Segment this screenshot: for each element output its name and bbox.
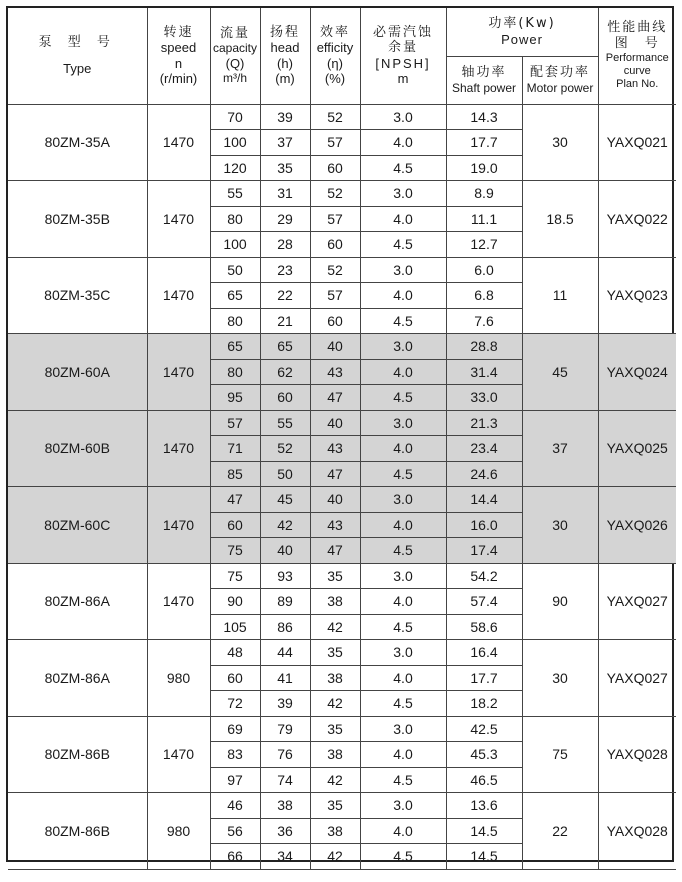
efficiency-cell: 52 — [310, 181, 360, 207]
motor-power-cell: 45 — [522, 334, 598, 411]
pump-type-cell: 80ZM-86A — [8, 563, 147, 640]
pump-type-cell: 80ZM-86A — [8, 640, 147, 717]
head-cell: 35 — [260, 155, 310, 181]
capacity-cell: 80 — [210, 359, 260, 385]
table-body — [8, 104, 676, 869]
curve-plan-cell: YAXQ023 — [598, 257, 676, 334]
shaft-power-cell: 17.7 — [446, 130, 522, 156]
capacity-cell: 60 — [210, 512, 260, 538]
shaft-power-cell: 14.5 — [446, 844, 522, 870]
shaft-power-cell: 12.7 — [446, 232, 522, 258]
motor-power-cell: 37 — [522, 410, 598, 487]
motor-power-cell: 30 — [522, 640, 598, 717]
npsh-cell: 4.5 — [360, 691, 446, 717]
npsh-cell: 4.5 — [360, 232, 446, 258]
head-cell: 42 — [260, 512, 310, 538]
capacity-cell: 95 — [210, 385, 260, 411]
npsh-cell: 4.5 — [360, 767, 446, 793]
shaft-power-cell: 6.8 — [446, 283, 522, 309]
npsh-cell: 4.0 — [360, 206, 446, 232]
curve-plan-cell: YAXQ024 — [598, 334, 676, 411]
npsh-cell: 3.0 — [360, 104, 446, 130]
head-cell: 89 — [260, 589, 310, 615]
npsh-cell: 4.5 — [360, 844, 446, 870]
capacity-cell: 65 — [210, 334, 260, 360]
npsh-cell: 4.5 — [360, 538, 446, 564]
efficiency-cell: 38 — [310, 818, 360, 844]
curve-plan-cell: YAXQ025 — [598, 410, 676, 487]
capacity-cell: 75 — [210, 538, 260, 564]
efficiency-cell: 60 — [310, 155, 360, 181]
pump-performance-table-frame — [6, 6, 674, 865]
pump-performance-table — [8, 8, 676, 870]
efficiency-cell: 60 — [310, 308, 360, 334]
efficiency-cell: 38 — [310, 742, 360, 768]
head-cell: 65 — [260, 334, 310, 360]
motor-power-cell: 18.5 — [522, 181, 598, 258]
table-row — [8, 181, 676, 207]
curve-plan-cell: YAXQ027 — [598, 640, 676, 717]
capacity-cell: 57 — [210, 410, 260, 436]
capacity-cell: 72 — [210, 691, 260, 717]
head-cell: 41 — [260, 665, 310, 691]
head-cell: 76 — [260, 742, 310, 768]
efficiency-cell: 47 — [310, 538, 360, 564]
head-cell: 62 — [260, 359, 310, 385]
head-cell: 79 — [260, 716, 310, 742]
header-curve: 性能曲线 图 号 Performance curve Plan No. — [598, 8, 676, 104]
motor-power-cell: 22 — [522, 793, 598, 870]
curve-plan-cell: YAXQ022 — [598, 181, 676, 258]
motor-power-cell: 30 — [522, 487, 598, 564]
efficiency-cell: 42 — [310, 844, 360, 870]
pump-type-cell: 80ZM-35C — [8, 257, 147, 334]
efficiency-cell: 42 — [310, 767, 360, 793]
npsh-cell: 4.5 — [360, 308, 446, 334]
speed-cell: 1470 — [147, 563, 210, 640]
efficiency-cell: 52 — [310, 257, 360, 283]
shaft-power-cell: 18.2 — [446, 691, 522, 717]
shaft-power-cell: 28.8 — [446, 334, 522, 360]
capacity-cell: 70 — [210, 104, 260, 130]
shaft-power-cell: 57.4 — [446, 589, 522, 615]
table-row — [8, 640, 676, 666]
head-cell: 23 — [260, 257, 310, 283]
npsh-cell: 4.0 — [360, 818, 446, 844]
npsh-cell: 3.0 — [360, 334, 446, 360]
efficiency-cell: 35 — [310, 716, 360, 742]
shaft-power-cell: 17.7 — [446, 665, 522, 691]
curve-plan-cell: YAXQ028 — [598, 716, 676, 793]
header-head: 扬程 head (h) (m) — [260, 8, 310, 104]
header-npsh: 必需汽蚀 余量 [NPSH] m — [360, 8, 446, 104]
npsh-cell: 4.5 — [360, 614, 446, 640]
shaft-power-cell: 16.4 — [446, 640, 522, 666]
capacity-cell: 50 — [210, 257, 260, 283]
capacity-cell: 60 — [210, 665, 260, 691]
head-cell: 45 — [260, 487, 310, 513]
speed-cell: 1470 — [147, 181, 210, 258]
head-cell: 40 — [260, 538, 310, 564]
shaft-power-cell: 14.3 — [446, 104, 522, 130]
curve-plan-cell: YAXQ027 — [598, 563, 676, 640]
head-cell: 28 — [260, 232, 310, 258]
capacity-cell: 66 — [210, 844, 260, 870]
npsh-cell: 3.0 — [360, 487, 446, 513]
header-efficiency: 效率 efficity (η) (%) — [310, 8, 360, 104]
npsh-cell: 3.0 — [360, 716, 446, 742]
capacity-cell: 80 — [210, 206, 260, 232]
head-cell: 50 — [260, 461, 310, 487]
table-row — [8, 487, 676, 513]
motor-power-cell: 11 — [522, 257, 598, 334]
efficiency-cell: 57 — [310, 130, 360, 156]
efficiency-cell: 38 — [310, 589, 360, 615]
efficiency-cell: 43 — [310, 359, 360, 385]
header-shaft-power: 轴功率 Shaft power — [446, 56, 522, 104]
head-cell: 52 — [260, 436, 310, 462]
capacity-cell: 97 — [210, 767, 260, 793]
pump-type-cell: 80ZM-35B — [8, 181, 147, 258]
head-cell: 22 — [260, 283, 310, 309]
efficiency-cell: 40 — [310, 334, 360, 360]
npsh-cell: 4.0 — [360, 665, 446, 691]
pump-type-cell: 80ZM-60C — [8, 487, 147, 564]
npsh-cell: 4.0 — [360, 130, 446, 156]
table-row — [8, 410, 676, 436]
npsh-cell: 4.0 — [360, 589, 446, 615]
npsh-cell: 4.0 — [360, 512, 446, 538]
efficiency-cell: 52 — [310, 104, 360, 130]
table-row — [8, 257, 676, 283]
pump-type-cell: 80ZM-86B — [8, 793, 147, 870]
speed-cell: 980 — [147, 793, 210, 870]
efficiency-cell: 42 — [310, 691, 360, 717]
efficiency-cell: 43 — [310, 512, 360, 538]
efficiency-cell: 40 — [310, 410, 360, 436]
capacity-cell: 56 — [210, 818, 260, 844]
header-motor-power: 配套功率 Motor power — [522, 56, 598, 104]
capacity-cell: 100 — [210, 232, 260, 258]
efficiency-cell: 57 — [310, 283, 360, 309]
efficiency-cell: 47 — [310, 385, 360, 411]
capacity-cell: 100 — [210, 130, 260, 156]
shaft-power-cell: 33.0 — [446, 385, 522, 411]
capacity-cell: 80 — [210, 308, 260, 334]
efficiency-cell: 57 — [310, 206, 360, 232]
shaft-power-cell: 11.1 — [446, 206, 522, 232]
motor-power-cell: 30 — [522, 104, 598, 181]
capacity-cell: 69 — [210, 716, 260, 742]
shaft-power-cell: 6.0 — [446, 257, 522, 283]
speed-cell: 1470 — [147, 487, 210, 564]
npsh-cell: 4.5 — [360, 385, 446, 411]
curve-plan-cell: YAXQ028 — [598, 793, 676, 870]
shaft-power-cell: 16.0 — [446, 512, 522, 538]
shaft-power-cell: 24.6 — [446, 461, 522, 487]
pump-type-cell: 80ZM-86B — [8, 716, 147, 793]
npsh-cell: 3.0 — [360, 257, 446, 283]
shaft-power-cell: 46.5 — [446, 767, 522, 793]
npsh-cell: 3.0 — [360, 410, 446, 436]
shaft-power-cell: 17.4 — [446, 538, 522, 564]
npsh-cell: 4.0 — [360, 742, 446, 768]
head-cell: 55 — [260, 410, 310, 436]
speed-cell: 1470 — [147, 257, 210, 334]
shaft-power-cell: 14.4 — [446, 487, 522, 513]
capacity-cell: 55 — [210, 181, 260, 207]
header-speed: 转速 speed n (r/min) — [147, 8, 210, 104]
header-row-top — [8, 8, 676, 56]
npsh-cell: 3.0 — [360, 793, 446, 819]
npsh-cell: 3.0 — [360, 563, 446, 589]
header-capacity: 流量 capacity (Q) m³/h — [210, 8, 260, 104]
speed-cell: 980 — [147, 640, 210, 717]
head-cell: 36 — [260, 818, 310, 844]
capacity-cell: 71 — [210, 436, 260, 462]
shaft-power-cell: 7.6 — [446, 308, 522, 334]
head-cell: 86 — [260, 614, 310, 640]
table-row — [8, 334, 676, 360]
speed-cell: 1470 — [147, 334, 210, 411]
capacity-cell: 90 — [210, 589, 260, 615]
head-cell: 37 — [260, 130, 310, 156]
head-cell: 39 — [260, 104, 310, 130]
efficiency-cell: 60 — [310, 232, 360, 258]
npsh-cell: 4.0 — [360, 359, 446, 385]
table-row — [8, 104, 676, 130]
curve-plan-cell: YAXQ021 — [598, 104, 676, 181]
shaft-power-cell: 8.9 — [446, 181, 522, 207]
efficiency-cell: 35 — [310, 640, 360, 666]
table-row — [8, 716, 676, 742]
head-cell: 38 — [260, 793, 310, 819]
head-cell: 39 — [260, 691, 310, 717]
shaft-power-cell: 42.5 — [446, 716, 522, 742]
head-cell: 74 — [260, 767, 310, 793]
npsh-cell: 4.5 — [360, 155, 446, 181]
table-row — [8, 563, 676, 589]
pump-type-cell: 80ZM-35A — [8, 104, 147, 181]
table-row — [8, 793, 676, 819]
header-power: 功率(Kw) Power — [446, 8, 598, 56]
capacity-cell: 120 — [210, 155, 260, 181]
shaft-power-cell: 14.5 — [446, 818, 522, 844]
shaft-power-cell: 13.6 — [446, 793, 522, 819]
speed-cell: 1470 — [147, 716, 210, 793]
capacity-cell: 47 — [210, 487, 260, 513]
npsh-cell: 4.5 — [360, 461, 446, 487]
head-cell: 34 — [260, 844, 310, 870]
head-cell: 44 — [260, 640, 310, 666]
head-cell: 31 — [260, 181, 310, 207]
pump-type-cell: 80ZM-60B — [8, 410, 147, 487]
npsh-cell: 4.0 — [360, 283, 446, 309]
pump-type-cell: 80ZM-60A — [8, 334, 147, 411]
capacity-cell: 48 — [210, 640, 260, 666]
shaft-power-cell: 45.3 — [446, 742, 522, 768]
head-cell: 21 — [260, 308, 310, 334]
motor-power-cell: 75 — [522, 716, 598, 793]
shaft-power-cell: 31.4 — [446, 359, 522, 385]
speed-cell: 1470 — [147, 410, 210, 487]
capacity-cell: 83 — [210, 742, 260, 768]
head-cell: 93 — [260, 563, 310, 589]
shaft-power-cell: 58.6 — [446, 614, 522, 640]
header-type: 泵 型 号 Type — [8, 8, 147, 104]
shaft-power-cell: 23.4 — [446, 436, 522, 462]
efficiency-cell: 35 — [310, 563, 360, 589]
shaft-power-cell: 54.2 — [446, 563, 522, 589]
efficiency-cell: 40 — [310, 487, 360, 513]
efficiency-cell: 35 — [310, 793, 360, 819]
npsh-cell: 4.0 — [360, 436, 446, 462]
npsh-cell: 3.0 — [360, 640, 446, 666]
shaft-power-cell: 21.3 — [446, 410, 522, 436]
efficiency-cell: 42 — [310, 614, 360, 640]
efficiency-cell: 43 — [310, 436, 360, 462]
capacity-cell: 105 — [210, 614, 260, 640]
capacity-cell: 65 — [210, 283, 260, 309]
capacity-cell: 46 — [210, 793, 260, 819]
head-cell: 29 — [260, 206, 310, 232]
speed-cell: 1470 — [147, 104, 210, 181]
efficiency-cell: 38 — [310, 665, 360, 691]
capacity-cell: 75 — [210, 563, 260, 589]
head-cell: 60 — [260, 385, 310, 411]
shaft-power-cell: 19.0 — [446, 155, 522, 181]
motor-power-cell: 90 — [522, 563, 598, 640]
npsh-cell: 3.0 — [360, 181, 446, 207]
efficiency-cell: 47 — [310, 461, 360, 487]
capacity-cell: 85 — [210, 461, 260, 487]
curve-plan-cell: YAXQ026 — [598, 487, 676, 564]
